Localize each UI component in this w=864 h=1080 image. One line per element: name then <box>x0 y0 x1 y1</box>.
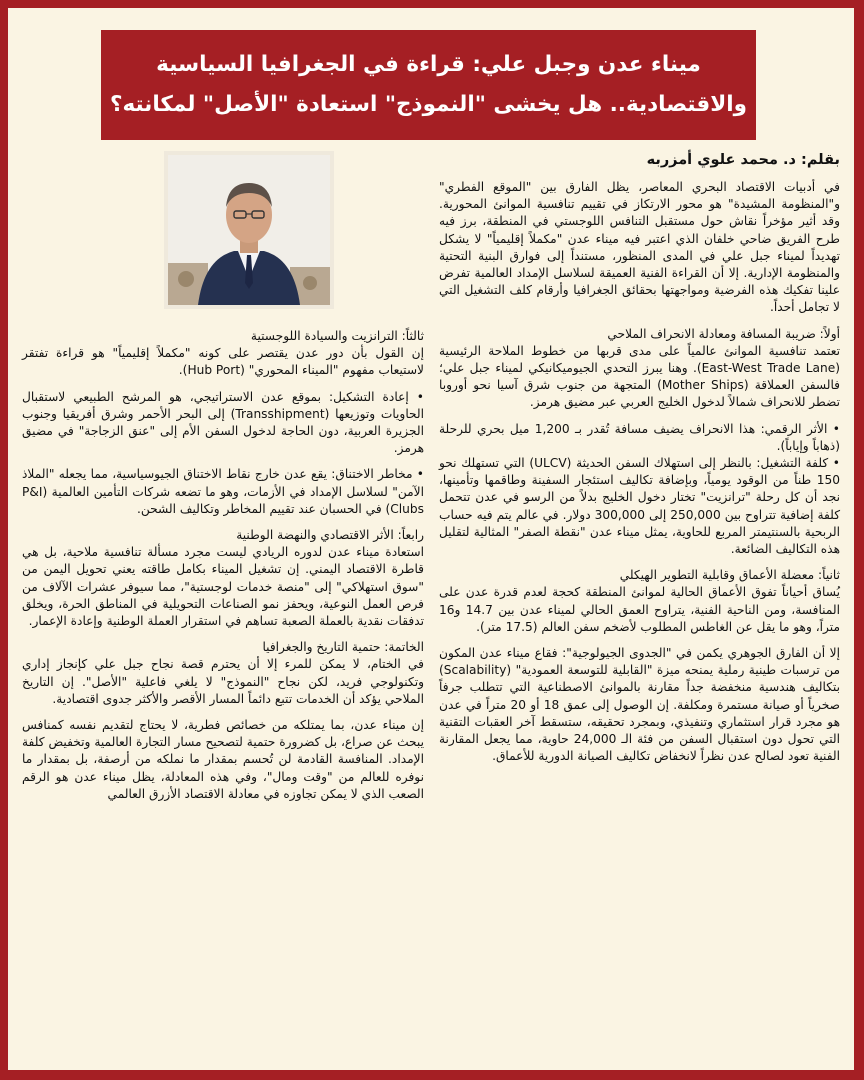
section-1-bullet-1: • الأثر الرقمي: هذا الانحراف يضيف مسافة تُقدر بـ 1,200 ميل بحري للرحلة (ذهاباً وإياباً). <box>439 421 840 453</box>
author-portrait-illustration <box>168 155 330 305</box>
headline-line-2: والاقتصادية.. هل يخشى "النموذج" استعادة "الأصل" لمكانته؟ <box>110 92 747 117</box>
article-page <box>8 8 854 1070</box>
section-1-body: تعتمد تنافسية الموانئ عالمياً على مدى قربها من خطوط الملاحة الرئيسية (East-West Trade Lane). وهنا يبرز التحدي الجيوميكانيكي لميناء جبل علي؛ فالسفن العملاقة (Mother Ships) المتجهة من جنوب شرق آسيا نحو أوروبا تضطر للانحراف شمالاً لدخول الخليج العربي عبر مضيق هرمز. <box>439 343 840 410</box>
byline: بقلم: د. محمد علوي أمزربه <box>646 152 840 168</box>
section-2-body-1: يُساق أحياناً تفوق الأعماق الحالية لموانئ المنطقة كحجة لعدم قدرة عدن على المنافسة، ومن الناحية الفنية، يتراوح العمق الحالي لميناء عدن بين 14.7 و16 متراً، وهو ما يقل عن الغاطس المطلوب لأضخم سفن العالم (17.5 متر). <box>439 585 840 634</box>
section-2-body-2: إلا أن الفارق الجوهري يكمن في "الجدوى الجيولوجية": فقاع ميناء عدن المكون من ترسبات طينية رملية يمنحه ميزة "القابلية للتوسعة العمودية" (Scalability) بتكاليف هندسية منخفضة جداً مقارنة بالموانئ الاصطناعية التي تتطلب جرفاً صخرياً أو صيانة مستمرة ومكلفة. إن الوصول إلى عمق 18 أو 20 متراً في عدن هو مجرد قرار استثماري وتنفيذي، وبمجرد تحقيقه، ستسقط آخر العقبات التقنية التي تحول دون استقبال السفن من فئة الـ 24,000 حاوية، مما يجعل المقارنة الفنية تعود لصالح عدن نظراً لانخفاض تكاليف الصيانة الدورية للأعماق. <box>439 646 841 764</box>
section-3-body: إن القول بأن دور عدن يقتصر على كونه "مكملاً إقليمياً" هو قراءة تفتقر لاستيعاب مفهوم "الميناء المحوري" (Hub Port). <box>22 346 424 378</box>
section-4-body: استعادة ميناء عدن لدوره الريادي ليست مجرد مسألة تنافسية ملاحية، بل هي قاطرة الاقتصاد اليمني. إن تشغيل الميناء بكامل طاقته يعني تحويل اليمن من "سوق استهلاكي" إلى "منصة خدمات لوجستية"، مما سيوفر عشرات الآلاف من فرص العمل النوعية، ويحفز نمو الصناعات التحويلية في المناطق الحرة، ويخلق تدفقات نقدية بالعملة الصعبة تساهم في استقرار العملة الوطنية وإعادة الإعمار. <box>22 545 424 629</box>
section-1-heading: أولاً: ضريبة المسافة ومعادلة الانحراف الملاحي <box>607 326 840 341</box>
conclusion-heading: الخاتمة: حتمية التاريخ والجغرافيا <box>262 640 424 655</box>
conclusion-paragraph-2: إن ميناء عدن، بما يمتلكه من خصائص فطرية، لا يحتاج لتقديم نفسه كمنافس يبحث عن صراع، بل كضرورة حتمية لتصحيح مسار التجارة العالمية وتخفيض كلفة الإمداد. المنافسة القادمة لن تُحسم بمقدار ما نملكه من أرصفة، بل بمقدار ما نوفره للعالم من "وقت ومال"، وفي هذه المعادلة، يظل ميناء عدن هو الرقم الصعب الذي لا يمكن تجاوزه في معادلة الاقتصاد الأزرق العالمي <box>22 718 424 801</box>
section-2-heading: ثانياً: معضلة الأعماق وقابلية التطوير الهيكلي <box>619 568 840 583</box>
author-photo <box>164 151 334 309</box>
section-4-heading: رابعاً: الأثر الاقتصادي والنهضة الوطنية <box>236 528 424 543</box>
left-column <box>22 328 424 812</box>
right-column <box>439 150 840 775</box>
section-1-bullet-2: • كلفة التشغيل: بالنظر إلى استهلاك السفن الحديثة (ULCV) التي تستهلك نحو 150 طناً من الوقود يومياً، وبإضافة تكاليف استئجار السفينة وطاقمها وتأمينها، نجد أن كل رحلة "ترانزيت" تختار دخول الخليج بدلاً من الرسو في عدن تتحمل كلفة إضافية تتراوح بين 250,000 إلى 300,000 دولار. في عالم يتم فيه حساب الربحية بالسنتيمتر المربع للحاوية، يمثل ميناء عدن "نقطة الصفر" المثالية لتقليل هذه التكاليف الضائعة. <box>439 456 841 557</box>
section-3-bullet-2: • مخاطر الاختناق: يقع عدن خارج نقاط الاختناق الجيوسياسية، مما يجعله "الملاذ الآمن" لسلاسل الإمداد في الأزمات، وهو ما تضعه شركات التأمين العالمية (P&I Clubs) في الحسبان عند تقييم المخاطر وتكاليف الشحن. <box>22 467 424 516</box>
headline-banner <box>101 30 756 140</box>
headline-line-1: ميناء عدن وجبل علي: قراءة في الجغرافيا السياسية <box>156 52 701 77</box>
section-3-heading: ثالثاً: الترانزيت والسيادة اللوجستية <box>250 329 424 343</box>
conclusion-paragraph-1: في الختام، لا يمكن للمرء إلا أن يحترم قصة نجاح جبل علي كإنجاز إداري وتكنولوجي فريد، لكن نجاح "النموذج" لا يلغي فاعلية "الأصل". إن التاريخ الملاحي يؤكد أن الخدمات تتبع دائماً المسار الأقصر والأكثر جدوى اقتصادية. <box>22 657 424 706</box>
intro-paragraph: في أدبيات الاقتصاد البحري المعاصر، يظل الفارق بين "الموقع الفطري" و"المنظومة المشيدة" هو محور الارتكاز في تقييم تنافسية الموانئ المحورية. وقد أثير مؤخراً نقاش حول مستقبل التنافس اللوجستي في المنطقة، برز فيه طرح الفريق ضاحي خلفان الذي اعتبر فيه ميناء عدن "مكملاً إقليمياً" لا يشكل تهديداً لميناء جبل علي في المدى المنظور، مستنداً إلى فوارق البنية التحتية والمنظومة الإدارية. إلا أن القراءة الفنية العميقة لسلاسل الإمداد العالمية تفرض علينا تفكيك هذه الفرضية ومواجهتها بحقائق الجغرافيا وأرقام كلف التشغيل التي لا تجامل أحداً. <box>439 180 840 315</box>
section-3-bullet-1: • إعادة التشكيل: بموقع عدن الاستراتيجي، هو المرشح الطبيعي لاستقبال الحاويات وتوزيعها (Transshipment) إلى البحر الأحمر وشرق أفريقيا وجنوب الجزيرة العربية، دون الحاجة لدخول السفن الأم إلى "عنق الزجاجة" في مضيق هرمز. <box>22 389 424 456</box>
